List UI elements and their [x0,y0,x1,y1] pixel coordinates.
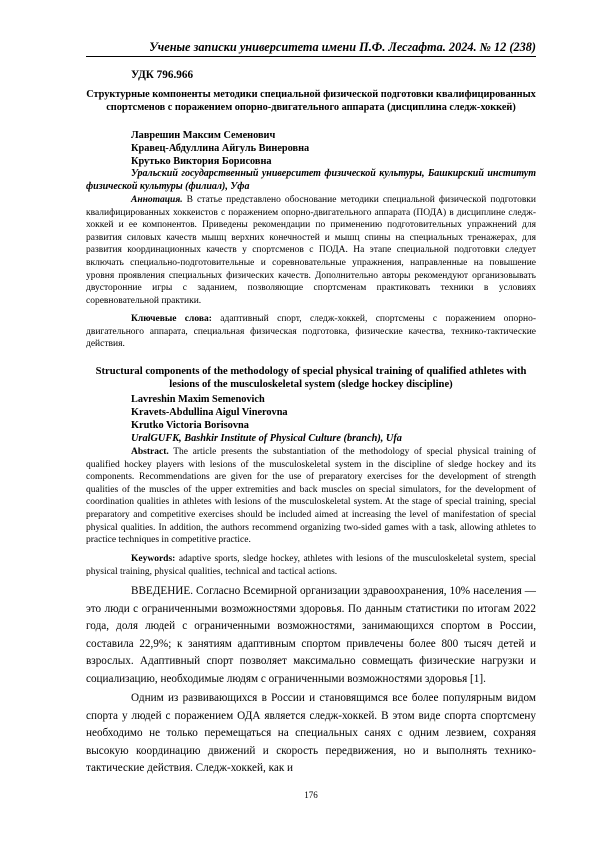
author-en-3: Krutko Victoria Borisovna [131,420,249,431]
abstract-en-text: The article presents the substantiation of the methodology of special physical training of qualified hockey players with lesions of the musculoskeletal system in the discipline of sledge hockey and its components. Recommendations are given for the use of preparatory exercises for the development of strength qualities of the muscles of the upper extremities and back muscles on special simulators, for the development of coordination qualities in athletes with lesions of the musculoskeletal system. At the stage of special training, special preparatory and competitive exercises should be included aimed at increasing the level of manifestation of special physical qualities. In addition, the authors recommend organizing two-sided games with a task, allowing athletes to practice techniques in competitive practice. [86,447,536,546]
journal-running-header: Ученые записки университета имени П.Ф. Лесгафта. 2024. № 12 (238) [149,40,536,54]
affiliation-en: UralGUFK, Bashkir Institute of Physical Culture (branch), Ufa [131,433,402,444]
author-ru-1: Лаврешин Максим Семенович [131,130,276,141]
author-ru-2: Кравец-Абдуллина Айгуль Винеровна [131,143,310,154]
abstract-ru-text: В статье представлено обоснование методики специальной физической подготовки квалифицированных хоккеистов с поражением опорно-двигательного аппарата (ПОДА) в дисциплине следж-хоккей и ее компонентов. Приведены рекомендации по применению подготовительных упражнений для развития силовых качеств мышц верхних конечностей и мышц спины на специальных тренажерах, для развития координационных качеств у спортсменов с ПОДА. На этапе специальной подготовки следует включать специально-подготовительные и соревновательные упражнения, направленные на повышение уровня проявления специальных физических качеств. Дополнительно авторы рекомендуют организовывать двусторонние игры с заданием, позволяющие спортсменам практиковать техники в условиях соревновательной практики. [86,195,537,306]
author-ru-3: Крутько Виктория Борисовна [131,156,272,167]
page-number: 176 [304,790,318,800]
body-paragraph-2: Одним из развивающихся в России и становящимся все более популярным видом спорта у людей с поражением ОДА является следж-хоккей. В этом виде спорта спортсмену необходимо не только перемещаться на специальных санях с одним лезвием, сохраняя высокую координацию движений и скорость передвижения, но и выполнять технико-тактические действия. Следж-хоккей, как и [86,692,536,774]
abstract-ru [86,194,536,307]
udk-code: УДК 796.966 [131,69,194,81]
keywords-ru-text: адаптивный спорт, следж-хоккей, спортсмены с поражением опорно-двигательного аппарата, специальная физическая подготовка, физические качества, технико-тактические действия. [86,314,536,350]
abstract-ru-label: Аннотация. [131,195,183,205]
article-title-en: Structural components of the methodology of special physical training of qualified athletes with lesions of the musculoskeletal system (sledge hockey discipline) [95,366,527,391]
author-en-1: Lavreshin Maxim Semenovich [131,394,265,405]
author-en-2: Kravets-Abdullina Aigul Vinerovna [131,407,288,418]
header-divider [86,56,536,57]
abstract-en [86,446,536,547]
abstract-en-label: Abstract. [131,447,169,457]
keywords-ru [86,313,536,351]
body-paragraph-1: ВВЕДЕНИЕ. Согласно Всемирной организации здравоохранения, 10% населения —это люди с ограниченными возможностями здоровья. По данным статистики по итогам 2022 года, доля людей с ограниченными возможностями, занимающихся спортом в России, составила 22,9%; к занятиям адаптивным спортом привлечены более 800 тысяч детей и взрослых. Адаптивный спорт позволяет максимально совмещать физические нагрузки и социализацию, необходимые людям с ограниченными возможностями здоровья [1]. [86,585,536,685]
keywords-en-label: Keywords: [131,554,176,564]
keywords-en [86,553,536,578]
article-title-ru: Структурные компоненты методики специальной физической подготовки квалифицированных спортсменов с поражением опорно-двигательного аппарата (дисциплина следж-хоккей) [86,89,536,113]
keywords-en-text: adaptive sports, sledge hockey, athletes with lesions of the musculoskeletal system, special physical training, physical qualities, technical and tactical actions. [86,554,536,577]
keywords-ru-label: Ключевые слова: [131,314,212,324]
affiliation-ru: Уральский государственный университет физической культуры, Башкирский институт физической культуры (филиал), Уфа [86,168,536,192]
